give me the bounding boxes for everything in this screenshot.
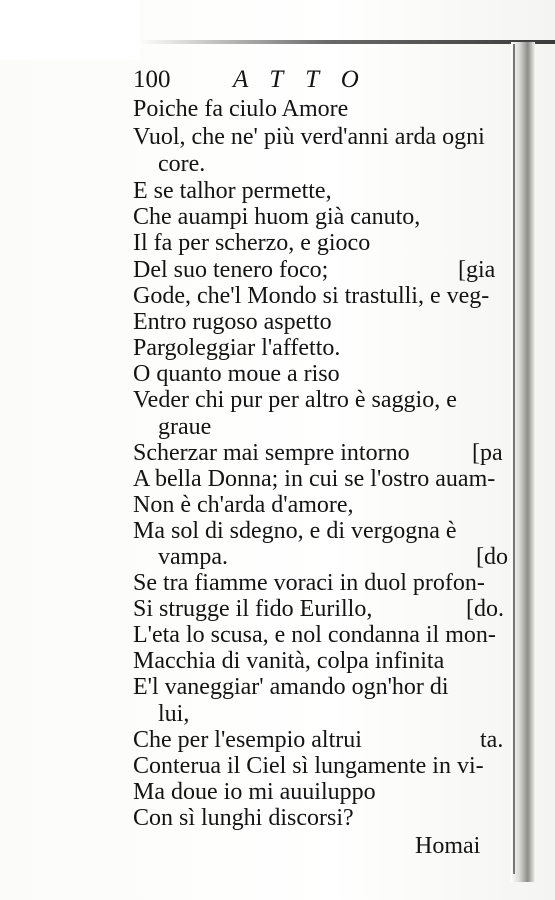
verse-line: Con sì lunghi discorsi? (133, 805, 354, 831)
verse-line: E'l vaneggiar' amando ogn'hor di (133, 674, 449, 700)
verse-line: O quanto moue a riso (133, 361, 340, 387)
running-head: ATTO (233, 66, 381, 93)
verse-line: Pargoleggiar l'affetto. (133, 335, 341, 361)
verse-line: Conterua il Ciel sì lungamente in vi- (133, 753, 484, 779)
turnover-fragment: [do (476, 544, 508, 570)
turnover-fragment: [gia (458, 257, 496, 283)
verse-line: Che auampi huom già canuto, (133, 204, 421, 230)
page-top-edge-shadow (140, 40, 555, 44)
verse-line: Veder chi pur per altro è saggio, e (133, 387, 457, 413)
turnover-fragment: [pa (472, 440, 503, 466)
verse-line: Macchia di vanità, colpa infinita (133, 648, 445, 674)
verse-line: Del suo tenero foco; (133, 257, 329, 283)
verse-line: Che per l'esempio altrui (133, 727, 362, 753)
catchword: Homai (415, 833, 481, 859)
turnover-fragment: ta. (480, 727, 504, 753)
verse-line: Si strugge il fido Eurillo, (133, 596, 373, 622)
page-number: 100 (133, 66, 171, 93)
verse-line: graue (158, 414, 212, 440)
turnover-fragment: [do. (466, 596, 504, 622)
verse-line: Gode, che'l Mondo si trastulli, e veg- (133, 283, 490, 309)
verse-line: Ma sol di sdegno, e di vergogna è (133, 518, 457, 544)
verse-line: vampa. (158, 544, 228, 570)
verse-line: Poiche fa ciulo Amore (133, 96, 349, 122)
verse-line: Il fa per scherzo, e gioco (133, 230, 371, 256)
page-corner (0, 0, 140, 60)
verse-line: Non è ch'arda d'amore, (133, 492, 354, 518)
verse-line: Entro rugoso aspetto (133, 309, 332, 335)
verse-line: Se tra fiamme voraci in duol profon- (133, 570, 485, 596)
gutter-fold-line (513, 44, 515, 874)
verse-line: Ma doue io mi auuiluppo (133, 779, 376, 805)
verse-line: lui, (158, 701, 190, 727)
verse-line: E se talhor permette, (133, 178, 332, 204)
verse-line: Scherzar mai sempre intorno (133, 440, 410, 466)
verse-line: A bella Donna; in cui se l'ostro auam- (133, 466, 496, 492)
verse-line: Vuol, che ne' più verd'anni arda ogni (133, 124, 485, 150)
verse-line: L'eta lo scusa, e nol condanna il mon- (133, 622, 496, 648)
page-header (133, 64, 433, 96)
verse-line: core. (158, 151, 206, 177)
